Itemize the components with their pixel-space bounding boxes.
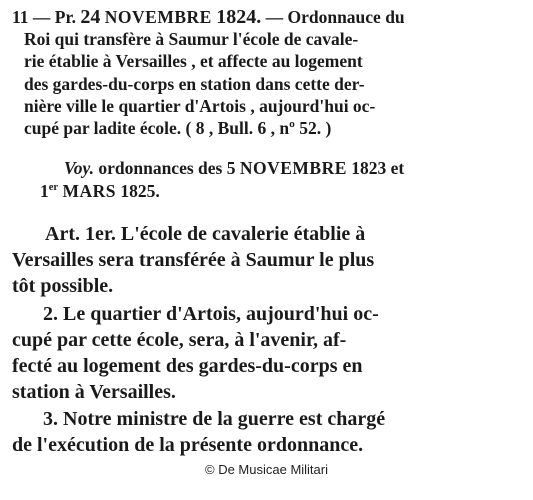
article-1-line-3: tôt possible.	[12, 275, 114, 297]
article-1-line-2: Versailles sera transférée à Saumur le plus	[12, 249, 375, 271]
voy-date2-year: 1825.	[120, 181, 160, 201]
header-line-2: Roi qui transfère à Saumur l'école de cavale-	[24, 29, 359, 49]
header-dash: —	[32, 7, 51, 27]
header-line-3: rie établie à Versailles , et affecte au logement	[24, 51, 363, 71]
header-line-5: nière ville le quartier d'Artois , aujourd'hui oc-	[24, 96, 376, 116]
header-month: NOVEMBRE	[104, 7, 212, 27]
copyright-notice: © De Musicae Militari	[205, 462, 328, 477]
article-2-line-2: cupé par cette école, sera, à l'avenir, af-	[12, 329, 347, 351]
voy-date2-day: 1	[40, 181, 49, 201]
voy-date1-year: 1823	[351, 158, 387, 178]
voy-date2-month: MARS	[62, 181, 116, 201]
voy-and: et	[390, 158, 405, 178]
voy-line-2	[40, 180, 160, 202]
article-2-line-1: 2. Le quartier d'Artois, aujourd'hui oc-	[43, 303, 379, 325]
voy-date1-day: 5	[226, 158, 236, 178]
article-3-line-1: 3. Notre ministre de la guerre est chargé	[43, 408, 386, 430]
voy-date2-sup: er	[48, 182, 59, 194]
header-pr: Pr.	[54, 7, 77, 27]
header-line-4: des gardes-du-corps en station dans cette der-	[24, 74, 365, 94]
article-3-line-2: de l'exécution de la présente ordonnance.	[12, 434, 364, 456]
header-line-6: cupé par ladite école. ( 8 , Bull. 6 , nº 52. )	[24, 118, 332, 138]
header-dash-2: —	[265, 7, 284, 27]
header-line-1-end: Ordonnauce du	[287, 7, 405, 27]
article-2-line-4: station à Versailles.	[12, 381, 176, 403]
article-1-line-1: Art. 1er. L'école de cavalerie établie à	[45, 223, 366, 245]
header-line-1	[12, 6, 405, 28]
voy-text: ordonnances des	[98, 158, 223, 178]
voy-line-1	[64, 157, 404, 179]
header-year: 1824.	[216, 6, 262, 28]
voy-abbr: Voy.	[64, 158, 94, 178]
voy-date1-month: NOVEMBRE	[239, 158, 347, 178]
header-day: 24	[80, 6, 101, 28]
ordinance-number: 11	[12, 7, 29, 27]
article-2-line-3: fecté au logement des gardes-du-corps en	[12, 355, 363, 377]
